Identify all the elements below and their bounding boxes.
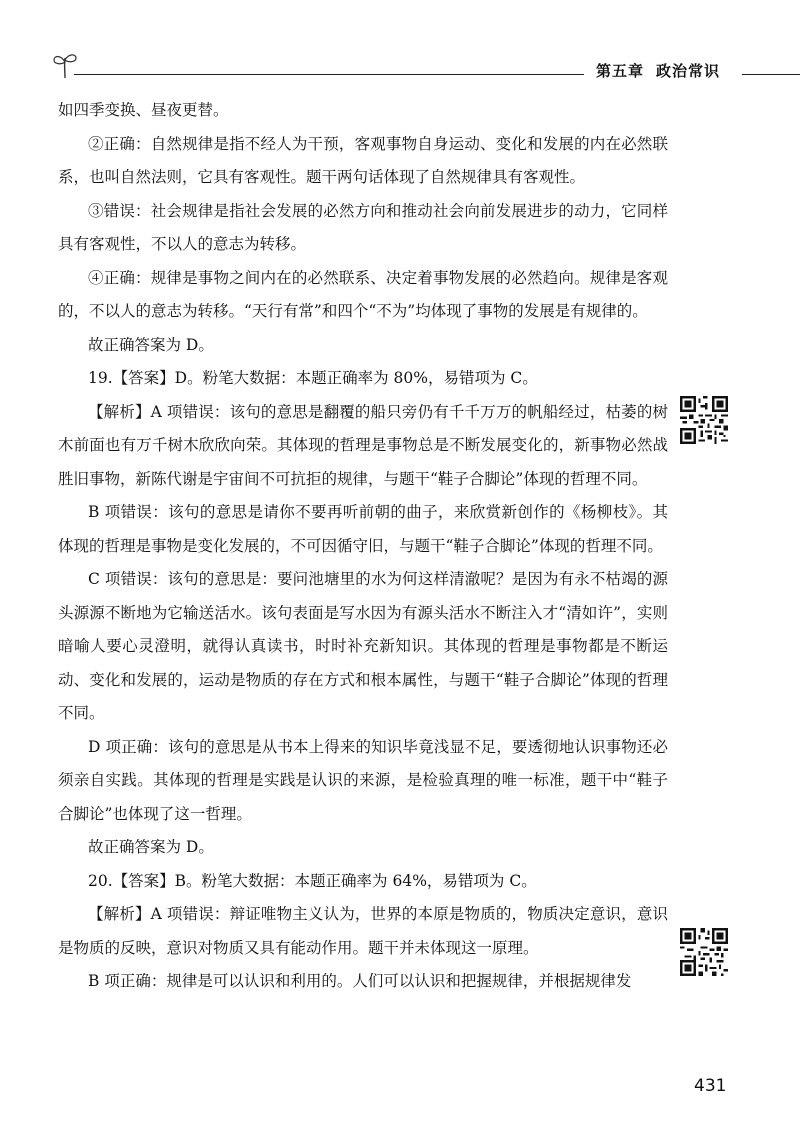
paragraph: 故正确答案为 D。 bbox=[88, 335, 214, 354]
paragraph: B 项错误：该句的意思是请你不要再听前朝的曲子，来欣赏新创作的《杨柳枝》。其体现的哲理是事物是变化发展的，不可因循守旧，与题干“鞋子合脚论”体现的哲理不同。 bbox=[58, 503, 668, 555]
paragraph: ③错误：社会规律是指社会发展的必然方向和推动社会向前发展进步的动力，它同样具有客观性，不以人的意志为转移。 bbox=[58, 201, 668, 253]
header-rule-left bbox=[74, 74, 584, 75]
header-rule-right bbox=[742, 74, 800, 75]
paragraph: ④正确：规律是事物之间内在的必然联系、决定着事物发展的必然趋向。规律是客观的，不以人的意志为转移。“天行有常”和四个“不为”均体现了事物的发展是有规律的。 bbox=[58, 268, 668, 320]
paragraph: 【解析】A 项错误：辩证唯物主义认为，世界的本原是物质的，物质决定意识，意识是物质的反映，意识对物质又具有能动作用。题干并未体现这一原理。 bbox=[58, 905, 668, 957]
page-number: 431 bbox=[694, 1076, 727, 1096]
paragraph: 【解析】A 项错误：该句的意思是翻覆的船只旁仍有千千万万的帆船经过，枯萎的树木前面也有万千树木欣欣向荣。其体现的哲理是事物总是不断发展变化的，新事物必然战胜旧事物，新陈代谢是宇宙间不可抗拒的规律，与题干“鞋子合脚论”体现的哲理不同。 bbox=[58, 402, 668, 488]
paragraph: C 项错误：该句的意思是：要问池塘里的水为何这样清澈呢？是因为有永不枯竭的源头源源不断地为它输送活水。该句表面是写水因为有源头活水不断注入才“清如许”，实则暗喻人要心灵澄明，就得认真读书，时时补充新知识。其体现的哲理是事物都是不断运动、变化和发展的，运动是物质的存在方式和根本属性，与题干“鞋子合脚论”体现的哲理不同。 bbox=[58, 570, 668, 722]
page-header bbox=[52, 50, 800, 80]
header-title bbox=[596, 60, 732, 81]
sprout-icon bbox=[52, 50, 78, 80]
section-label: 政治常识 bbox=[656, 62, 721, 80]
paragraph: ②正确：自然规律是指不经人为干预，客观事物自身运动、变化和发展的内在必然联系，也叫自然法则，它具有客观性。题干两句话体现了自然规律具有客观性。 bbox=[58, 134, 668, 186]
qr-code-icon[interactable] bbox=[680, 396, 728, 444]
chapter-label: 第五章 bbox=[596, 62, 645, 80]
qr-code-icon[interactable] bbox=[680, 928, 728, 976]
paragraph: B 项正确：规律是可以认识和利用的。人们可以认识和把握规律，并根据规律发 bbox=[88, 972, 632, 990]
paragraph: D 项正确：该句的意思是从书本上得来的知识毕竟浅显不足，要透彻地认识事物还必须亲自实践。其体现的哲理是实践是认识的来源，是检验真理的唯一标准，题干中“鞋子合脚论”也体现了这一哲理。 bbox=[58, 737, 668, 823]
answer-line: 19.【答案】D。粉笔大数据：本题正确率为 80%，易错项为 C。 bbox=[88, 369, 538, 387]
paragraph: 如四季变换、昼夜更替。 bbox=[58, 101, 229, 119]
answer-line: 20.【答案】B。粉笔大数据：本题正确率为 64%，易错项为 C。 bbox=[88, 871, 537, 890]
page-body bbox=[58, 94, 668, 999]
paragraph: 故正确答案为 D。 bbox=[88, 838, 214, 856]
